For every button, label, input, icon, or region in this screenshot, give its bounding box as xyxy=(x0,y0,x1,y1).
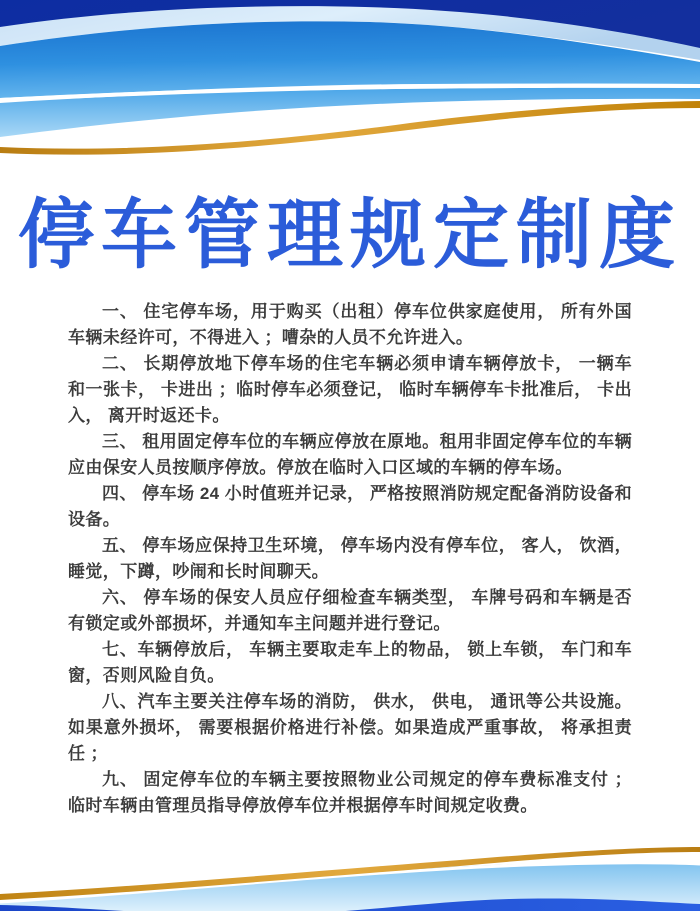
header-wave-graphic xyxy=(0,0,700,178)
footer-wave-graphic xyxy=(0,836,700,911)
regulations-list xyxy=(68,299,632,819)
regulation-paragraph-4: 四、 停车场 24 小时值班并记录， 严格按照消防规定配备消防设备和设备。 xyxy=(68,484,632,529)
regulation-paragraph-6: 六、 停车场的保安人员应仔细检查车辆类型， 车牌号码和车辆是否有锁定或外部损坏，并通知车主问题并进行登记。 xyxy=(68,588,632,633)
regulation-paragraph-1: 一、 住宅停车场，用于购买（出租）停车位供家庭使用， 所有外国车辆未经许可，不得进入 ；嘈杂的人员不允许进入。 xyxy=(68,302,632,347)
regulation-paragraph-8: 八、汽车主要关注停车场的消防， 供水， 供电， 通讯等公共设施。如果意外损坏， 需要根据价格进行补偿。如果造成严重事故， 将承担责任 ； xyxy=(68,692,632,763)
regulation-paragraph-9: 九、 固定停车位的车辆主要按照物业公司规定的停车费标准支付 ；临时车辆由管理员指导停放停车位并根据停车时间规定收费。 xyxy=(68,770,632,815)
page-title: 停车管理规定制度 xyxy=(18,193,682,278)
regulation-paragraph-5: 五、 停车场应保持卫生环境， 停车场内没有停车位， 客人， 饮酒，睡觉，下蹲，吵闹和长时间聊天。 xyxy=(68,536,632,581)
regulation-paragraph-3: 三、 租用固定停车位的车辆应停放在原地。租用非固定停车位的车辆应由保安人员按顺序停放。停放在临时入口区域的车辆的停车场。 xyxy=(68,432,632,477)
regulation-paragraph-7: 七、车辆停放后， 车辆主要取走车上的物品， 锁上车锁， 车门和车窗，否则风险自负。 xyxy=(68,640,632,685)
regulation-paragraph-2: 二、 长期停放地下停车场的住宅车辆必须申请车辆停放卡， 一辆车和一张卡， 卡进出 ；临时停车必须登记， 临时车辆停车卡批准后， 卡出入， 离开时返还卡。 xyxy=(68,354,632,425)
